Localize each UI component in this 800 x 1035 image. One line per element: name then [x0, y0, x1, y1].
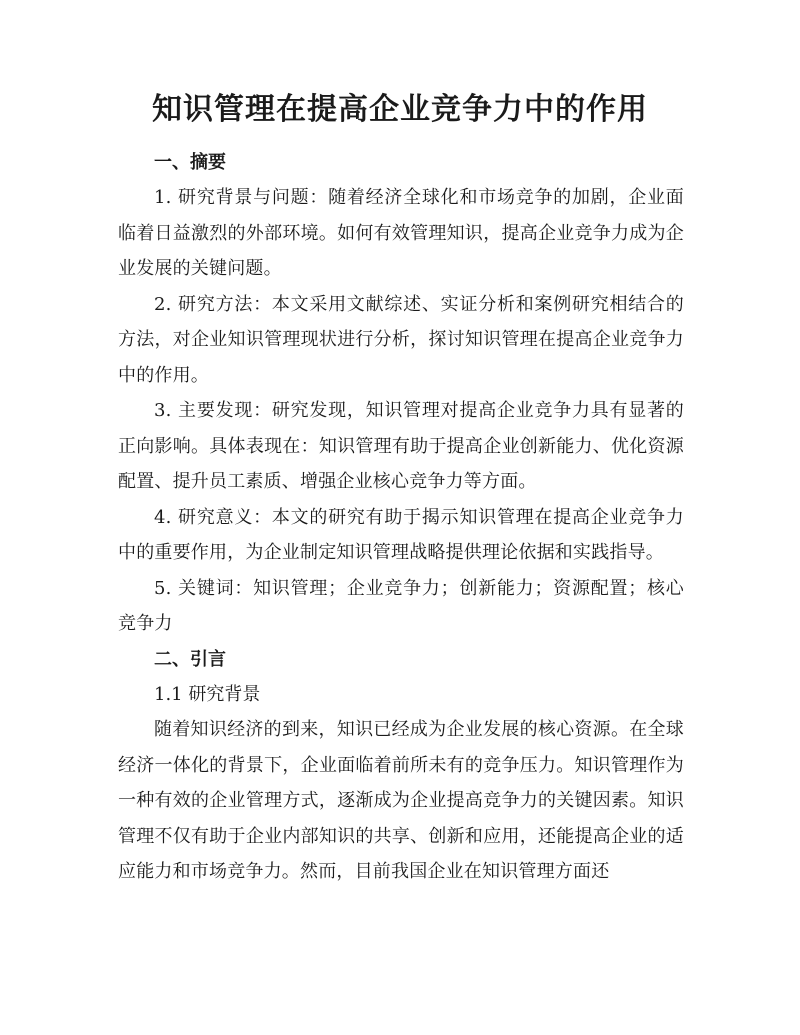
abstract-paragraph-method: 2. 研究方法：本文采用文献综述、实证分析和案例研究相结合的方法，对企业知识管理现状进行分析，探讨知识管理在提高企业竞争力中的作用。	[118, 293, 684, 386]
abstract-paragraph-background: 1. 研究背景与问题：随着经济全球化和市场竞争的加剧，企业面临着日益激烈的外部环境。如何有效管理知识，提高企业竞争力成为企业发展的关键问题。	[118, 187, 684, 279]
subsection-heading-background: 1.1 研究背景	[154, 683, 261, 705]
document-body	[118, 145, 684, 890]
section-heading-intro: 二、引言	[154, 648, 226, 670]
abstract-paragraph-significance: 4. 研究意义：本文的研究有助于揭示知识管理在提高企业竞争力中的重要作用，为企业制定知识管理战略提供理论依据和实践指导。	[118, 506, 684, 563]
document-title: 知识管理在提高企业竞争力中的作用	[152, 92, 648, 127]
intro-paragraph: 随着知识经济的到来，知识已经成为企业发展的核心资源。在全球经济一体化的背景下，企业面临着前所未有的竞争压力。知识管理作为一种有效的企业管理方式，逐渐成为企业提高竞争力的关键因素。知识管理不仅有助于企业内部知识的共享、创新和应用，还能提高企业的适应能力和市场竞争力。然而，目前我国企业在知识管理方面还	[118, 719, 684, 882]
section-heading-abstract: 一、摘要	[154, 152, 226, 173]
abstract-paragraph-keywords: 5. 关键词：知识管理；企业竞争力；创新能力；资源配置；核心竞争力	[118, 577, 684, 634]
abstract-paragraph-findings: 3. 主要发现：研究发现，知识管理对提高企业竞争力具有显著的正向影响。具体表现在：知识管理有助于提高企业创新能力、优化资源配置、提升员工素质、增强企业核心竞争力等方面。	[118, 400, 684, 492]
